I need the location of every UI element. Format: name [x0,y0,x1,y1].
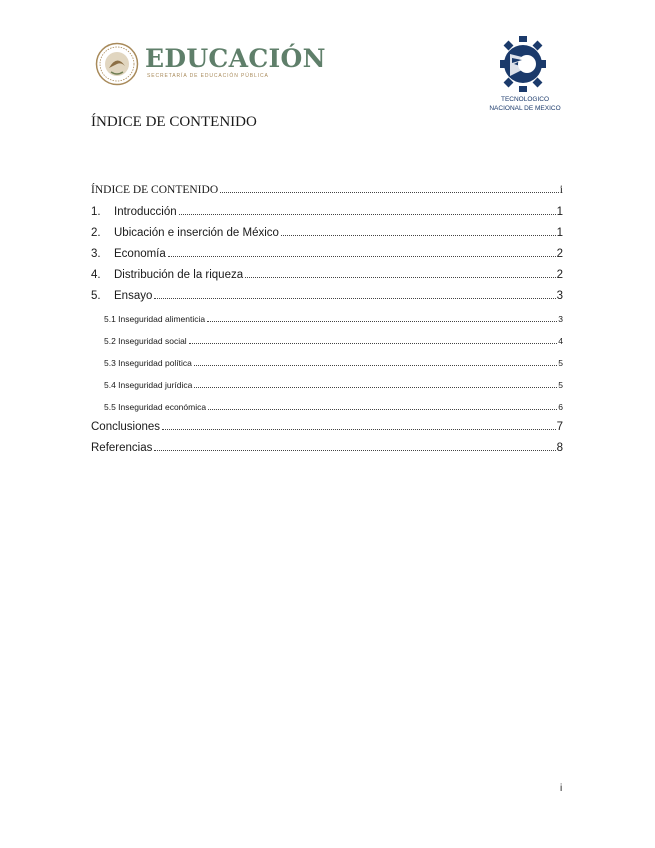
sep-wordmark: EDUCACIÓN [145,44,326,73]
toc-entry-page: 2 [556,269,563,281]
toc-entry-title: Referencias [91,442,153,454]
tecnm-emblem-icon [500,36,546,92]
toc-entry-page: 7 [556,421,563,433]
dot-leader [189,343,558,344]
toc-entry-ubicacion[interactable] [91,227,563,239]
toc-entry-distribucion[interactable] [91,269,563,281]
tecnm-logo [465,36,575,118]
toc-entry-page: 6 [558,402,563,412]
toc-entry-title: 5.5 Inseguridad económica [104,402,207,412]
toc-entry-title: 5.3 Inseguridad política [104,358,192,368]
toc-entry-title: Ubicación e inserción de México [114,227,279,239]
dot-leader [194,365,557,366]
sep-logo [95,40,326,88]
toc-entry-number: 1. [91,206,101,218]
toc-entry-title: Conclusiones [91,421,161,433]
toc-entry-page: 8 [556,442,563,454]
page-number: i [560,783,563,794]
toc-subentry-politica[interactable] [104,358,563,369]
toc-subentry-alimenticia[interactable] [104,314,563,325]
toc-entry-economia[interactable] [91,248,563,260]
dot-leader [245,277,555,278]
mexico-seal-icon [95,42,139,86]
toc-entry-title: Ensayo [114,290,153,302]
toc-entry-title: Introducción [114,206,177,218]
toc-subentry-economica[interactable] [104,402,563,413]
toc-entry-ensayo[interactable] [91,290,563,302]
toc-entry-title: 5.1 Inseguridad alimenticia [104,314,206,324]
dot-leader [162,429,556,430]
toc-entry-number: 4. [91,269,101,281]
toc-entry-title: Economía [114,248,166,260]
tecnm-line1: TECNOLOGICO [500,96,550,103]
toc-entry-page: 2 [556,248,563,260]
toc-entry-title: ÍNDICE DE CONTENIDO [91,184,219,196]
toc-entry-index[interactable] [91,184,563,196]
toc-entry-number: 5. [91,290,101,302]
dot-leader [208,409,557,410]
tecnm-line2: NACIONAL DE MEXICO [489,105,561,112]
dot-leader [154,298,555,299]
toc-entry-page: 3 [558,314,563,324]
dot-leader [220,192,559,193]
dot-leader [179,214,556,215]
toc-entry-title: Distribución de la riqueza [114,269,244,281]
dot-leader [154,450,555,451]
toc-entry-introduccion[interactable] [91,206,563,218]
toc-entry-referencias[interactable] [91,442,563,454]
toc-entry-page: 3 [556,290,563,302]
toc-entry-page: 4 [558,336,563,346]
toc-subentry-juridica[interactable] [104,380,563,391]
toc-entry-title: 5.2 Inseguridad social [104,336,187,346]
dot-leader [281,235,556,236]
sep-subtitle: SECRETARÍA DE EDUCACIÓN PÚBLICA [147,73,269,79]
toc-entry-number: 3. [91,248,101,260]
toc-entry-conclusiones[interactable] [91,421,563,433]
toc-entry-number: 2. [91,227,101,239]
dot-leader [207,321,557,322]
page-title: ÍNDICE DE CONTENIDO [91,114,257,130]
toc-subentry-social[interactable] [104,336,563,347]
toc-entry-page: 5 [558,358,563,368]
toc-entry-page: 5 [558,380,563,390]
toc-entry-page: i [559,184,563,196]
dot-leader [194,387,557,388]
dot-leader [168,256,556,257]
toc-entry-title: 5.4 Inseguridad jurídica [104,380,193,390]
toc-entry-page: 1 [556,206,563,218]
toc-entry-page: 1 [556,227,563,239]
